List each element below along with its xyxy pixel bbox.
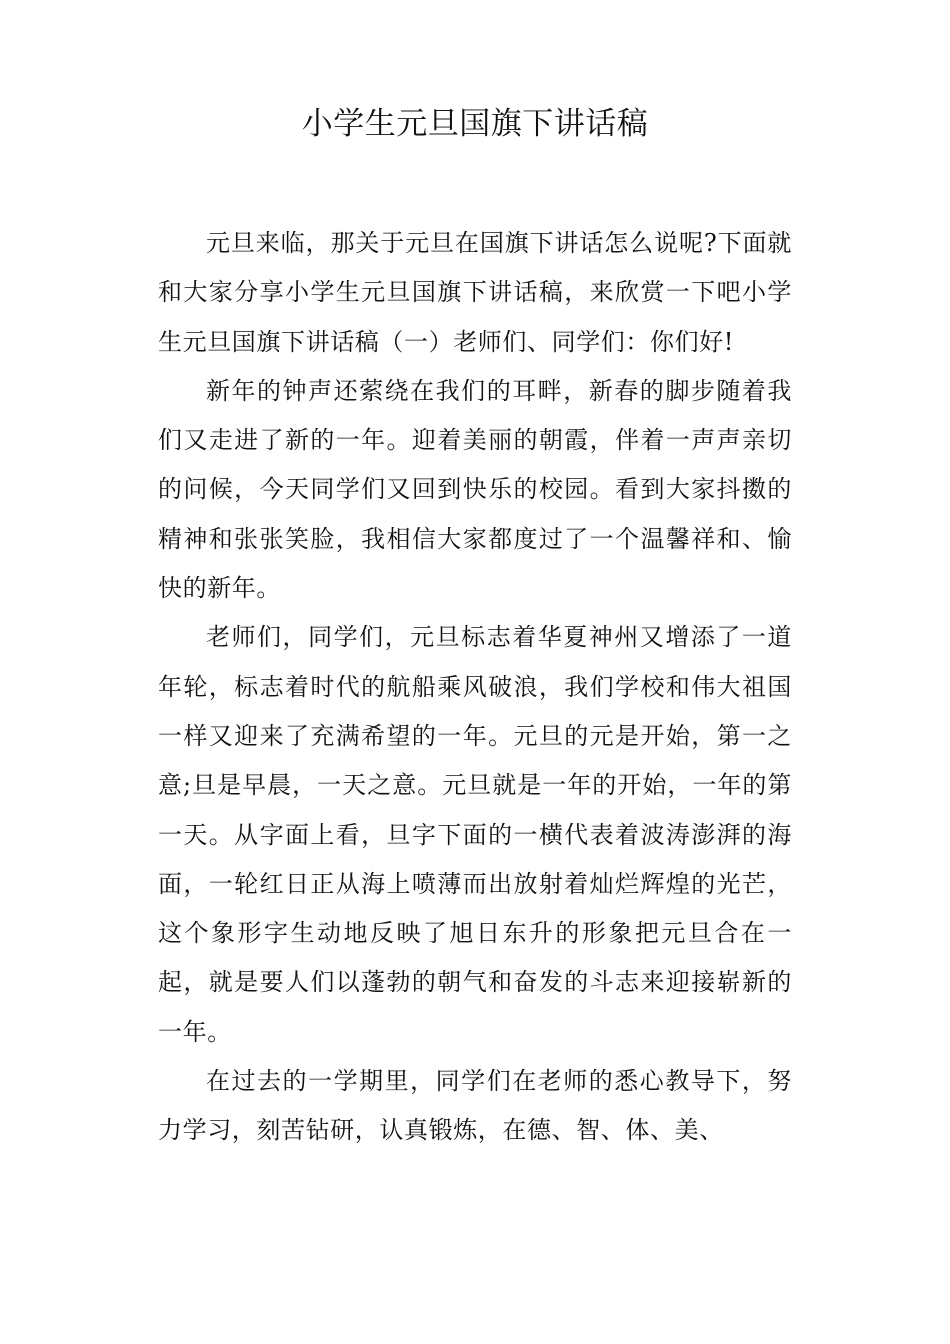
paragraph-intro: 元旦来临，那关于元旦在国旗下讲话怎么说呢?下面就和大家分享小学生元旦国旗下讲话稿，来欣赏一下吧小学生元旦国旗下讲话稿（一）老师们、同学们：你们好!	[158, 229, 792, 356]
paragraph-meaning: 老师们，同学们，元旦标志着华夏神州又增添了一道年轮，标志着时代的航船乘风破浪，我们学校和伟大祖国一样又迎来了充满希望的一年。元旦的元是开始，第一之意;旦是早晨，一天之意。元旦就是一年的开始，一年的第一天。从字面上看，旦字下面的一横代表着波涛澎湃的海面，一轮红日正从海上喷薄而出放射着灿烂辉煌的光芒，这个象形字生动地反映了旭日东升的形象把元旦合在一起，就是要人们以蓬勃的朝气和奋发的斗志来迎接崭新的一年。	[158, 623, 792, 1046]
paragraph-past-semester: 在过去的一学期里，同学们在老师的悉心教导下，努力学习，刻苦钻研，认真锻炼，在德、智、体、美、	[158, 1067, 792, 1145]
paragraph-new-year: 新年的钟声还萦绕在我们的耳畔，新春的脚步随着我们又走进了新的一年。迎着美丽的朝霞，伴着一声声亲切的问候，今天同学们又回到快乐的校园。看到大家抖擞的精神和张张笑脸，我相信大家都度过了一个温馨祥和、愉快的新年。	[158, 376, 792, 603]
document-body	[158, 219, 792, 1156]
document-title: 小学生元旦国旗下讲话稿	[301, 106, 649, 142]
